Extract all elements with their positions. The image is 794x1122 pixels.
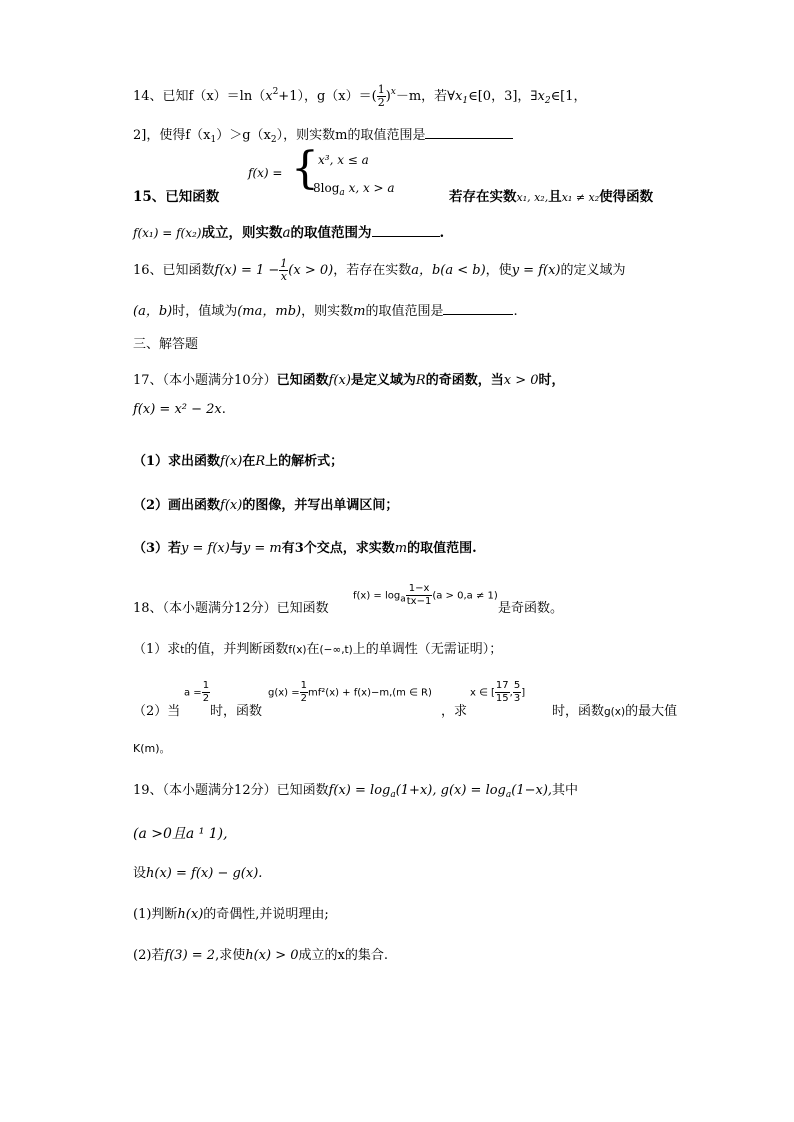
q19-line3 [133, 862, 262, 881]
q19-text: (1)判断 [133, 907, 178, 922]
q18-line1 [133, 597, 329, 616]
q17-text: 时， [538, 373, 565, 388]
q18-interval: (−∞,t) [319, 644, 353, 656]
q19-hx: h(x) [177, 907, 204, 922]
q18-part2-b: 时，函数 [210, 704, 263, 719]
q16-domain: (a，b) [133, 304, 173, 319]
q16-text: 时，值域为 [172, 304, 238, 319]
q16-frac: $\frac{1}{x}$ [280, 257, 288, 283]
q14-answer-blank [425, 126, 513, 139]
q15-text: 且 [548, 189, 562, 205]
q14-text: ∈[1， [550, 89, 587, 104]
q17-text: 的奇函数，当 [425, 373, 504, 388]
q17-fx: f(x) [220, 454, 243, 469]
q18-text: 在 [306, 642, 320, 657]
q18-part1 [133, 638, 502, 657]
q18-text: （1）求 [133, 642, 181, 657]
q17-text: 是定义域为 [350, 373, 416, 388]
q15-piece-bottom: $8\log_a$ x, x > a [313, 181, 395, 198]
q17-y2: y = m [242, 541, 282, 556]
q15-text: 成立，则实数 [201, 225, 283, 241]
q19-text: ,求使 [215, 948, 246, 963]
q18-part2 [133, 700, 180, 719]
q17-text: 的取值范围. [407, 541, 477, 556]
q16-line2 [133, 300, 518, 319]
q17-R: R [415, 373, 426, 388]
q15-brace: { [291, 143, 319, 194]
q15-fx-label: f(x) = [248, 166, 283, 180]
q17-part3 [133, 537, 477, 556]
q17-cond: x > 0 [503, 373, 539, 388]
q16-text: ，则实数 [301, 304, 354, 319]
q15-eq: f(x₁) = f(x₂) [133, 226, 202, 240]
q17-text: 有3个交点，求实数 [281, 541, 395, 556]
q14-text: ) [385, 89, 391, 104]
q18-part2-d [552, 700, 677, 719]
q14-supx: x [390, 87, 396, 97]
q18-part2-c: ，求 [441, 704, 468, 719]
q15-line1-right [449, 185, 653, 205]
q18-text: 的值，并判断函数 [184, 642, 289, 657]
q18-text: （2）当 [133, 704, 181, 719]
q14-text: ∈[0，3]，∃ [468, 89, 538, 104]
q16-text: ，若存在实数 [333, 263, 412, 278]
q16-fx: f(x) = 1 − [214, 263, 280, 278]
q17-text: 与 [229, 541, 243, 556]
q14-x2: $x_2$ [537, 89, 551, 106]
q19-part1 [133, 903, 329, 922]
q15-answer-blank [372, 224, 440, 237]
q19-text: 19、（本小题满分12分）已知函数 [133, 783, 329, 798]
q17-formula: f(x) = x² − 2x [133, 402, 222, 417]
q15-text: 15、已知函数 [133, 189, 220, 205]
q19-h: h(x) = f(x) − g(x). [146, 866, 263, 881]
q15-line2 [133, 221, 444, 241]
q17-fx: f(x) [328, 373, 351, 388]
q14-x: x [265, 89, 273, 104]
q15-a: a [282, 225, 291, 241]
q17-text: 的图像，并写出单调区间； [242, 498, 399, 513]
q19-text: (2)若 [133, 948, 165, 963]
q18-part2-line2: K(m)。 [133, 742, 171, 755]
q16-yfx: y = f(x) [511, 263, 561, 278]
q16-ab: a，b(a < b) [411, 263, 486, 278]
q17-text: （2）画出函数 [133, 498, 221, 513]
q16-m: m [353, 304, 366, 319]
q14-text: －m，若∀ [395, 89, 456, 104]
q16-text: . [513, 304, 518, 319]
q16-text: 的定义域为 [560, 263, 626, 278]
q17-y1: y = f(x) [181, 541, 230, 556]
q14-half: $\frac{1}{2}$ [377, 83, 385, 109]
q17-line2 [133, 402, 226, 417]
q19-f3: f(3) = 2 [164, 948, 216, 963]
q15-text: 使得函数 [599, 189, 654, 205]
q18-t: t [180, 644, 185, 656]
q17-part1 [133, 450, 343, 469]
q19-text: 其中 [552, 783, 579, 798]
q17-fx: f(x) [220, 498, 243, 513]
q15-neq: x₁ ≠ x₂ [561, 191, 600, 204]
q14-text: +1），g（x）＝( [278, 89, 377, 104]
q19-line2: (a >0且a ¹ 1), [133, 826, 228, 842]
q18-text: 时，函数 [552, 704, 605, 719]
q17-R: R [255, 454, 266, 469]
q19-part2 [133, 944, 388, 963]
q15-line1-left [133, 185, 219, 205]
q15-text: 若存在实数 [449, 189, 517, 205]
q14-sup2: 2 [272, 87, 279, 97]
q14-text: 2]，使得f（x [133, 128, 211, 143]
q14-line2: 2]，使得$f(x_1)>g(x_2)$，则实数m的取值范围是 [133, 124, 513, 145]
q19-text: 设 [133, 866, 147, 881]
q16-text: ，使 [485, 263, 512, 278]
q16-answer-blank [443, 302, 513, 315]
q19-text: 成立的x的集合. [298, 948, 388, 963]
q17-text: . [221, 402, 226, 417]
q18-fx: f(x) [288, 644, 307, 656]
q18-g-function: g(x) = $\frac{1}{2}$ mf²(x) + f(x)−m,(m ∈ R) [268, 680, 432, 704]
q17-text: 上的解析式； [265, 454, 344, 469]
q14-text: ）＞g（x [216, 128, 271, 143]
q16-text: 16、已知函数 [133, 263, 215, 278]
q17-m: m [394, 541, 408, 556]
q17-text: 已知函数 [276, 373, 329, 388]
q18-function: f(x) = loga $\frac{1-x}{tx-1}$ (a > 0,a ≠ 1) [353, 583, 498, 607]
q17-text: （1）求出函数 [133, 454, 221, 469]
q19-text: 的奇偶性,并说明理由; [203, 907, 329, 922]
q16-text: 的取值范围是 [365, 304, 444, 319]
q19-g: (1+x), g(x) = log [395, 783, 506, 798]
q15-piece-top: x³, x ≤ a [318, 153, 369, 167]
q17-part2 [133, 494, 398, 513]
q18-a-value: a = $\frac{1}{2}$ [184, 680, 210, 704]
q17-text: （3）若 [133, 541, 182, 556]
q15-text: . [439, 225, 445, 241]
q17-text: 17、（本小题满分10分） [133, 373, 277, 388]
q15-text: 的取值范围为 [290, 225, 372, 241]
q14-text: ），则实数m的取值范围是 [276, 128, 426, 143]
q18-x-interval: x ∈ [ $\frac{17}{15}$ , $\frac{5}{3}$ ] [470, 680, 526, 704]
q18-line1-end: 是奇函数。 [498, 601, 564, 616]
q18-text: 的最大值 [625, 704, 678, 719]
q19-line1 [133, 779, 578, 800]
q19-g-end: (1−x), [511, 783, 553, 798]
q18-text: 18、（本小题满分12分）已知函数 [133, 601, 329, 616]
q16-cond: (x > 0) [288, 263, 334, 278]
q15-vars: x₁, x₂, [516, 191, 549, 204]
q14-line1 [133, 84, 587, 109]
q17-text: 在 [242, 454, 256, 469]
q19-hgt: h(x) > 0 [245, 948, 299, 963]
q19-base: a [390, 790, 396, 800]
q19-f: f(x) = log [328, 783, 391, 798]
q19-base: a [505, 790, 512, 800]
q14-x1: $x_1$ [455, 89, 469, 106]
q18-gx: g(x) [604, 706, 626, 718]
section-title: 三、解答题 [133, 337, 199, 352]
q18-text: 上的单调性（无需证明）； [352, 642, 503, 657]
q14-text: 14、已知f（x）＝ln（ [133, 89, 266, 104]
q16-range: (ma，mb) [237, 304, 302, 319]
q17-line1 [133, 369, 565, 388]
q16-line1 [133, 258, 626, 283]
